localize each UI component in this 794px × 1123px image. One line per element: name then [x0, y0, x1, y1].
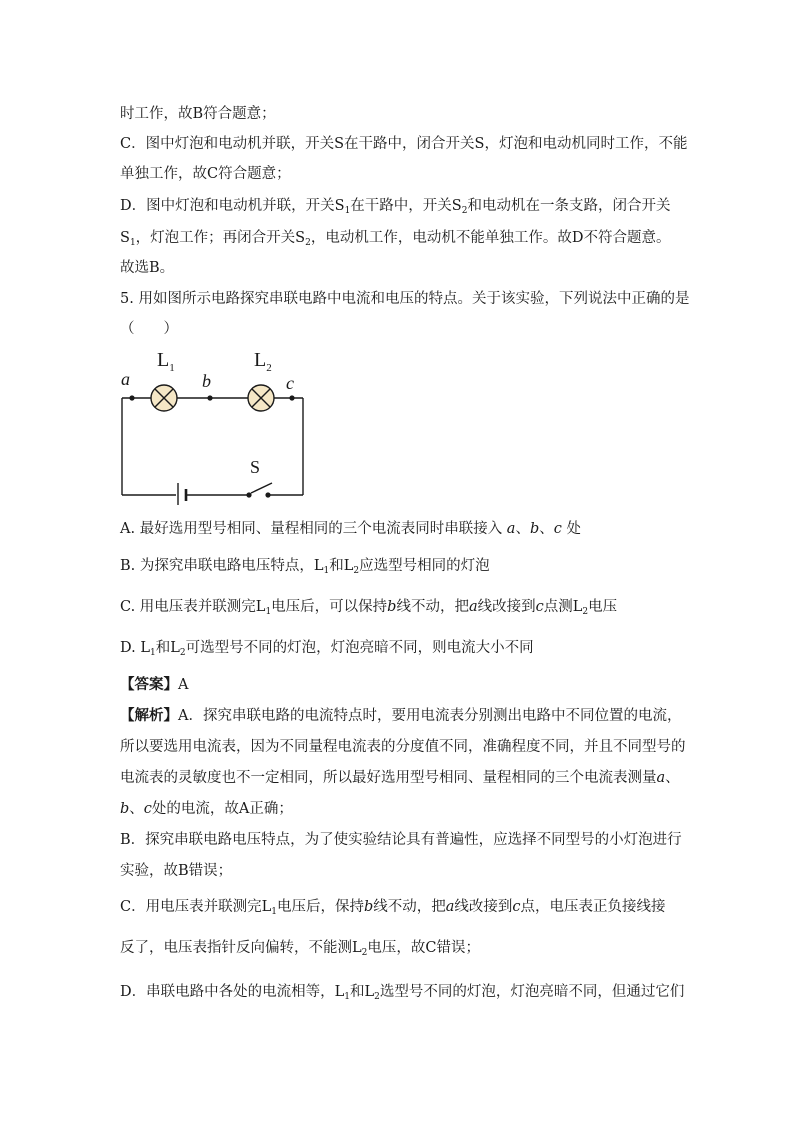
- analysis-tag: 【解析】: [120, 707, 178, 724]
- answer-tag: 【答案】: [120, 676, 178, 693]
- analysis-line-1: 【解析】A．探究串联电路的电流特点时，要用电流表分别测出电路中不同位置的电流，: [120, 707, 682, 724]
- option-c: C. 用电压表并联测完$L_1$电压后，可以保持b线不动，把a线改接到c点测$L_2$电压: [120, 599, 618, 617]
- analysis-line-3: 电流表的灵敏度也不一定相同，所以最好选用型号相同、量程相同的三个电流表测量a、: [120, 770, 680, 786]
- lamp-L2-icon: [248, 385, 274, 411]
- option-a: A. 最好选用型号相同、量程相同的三个电流表同时串联接入 a、b、c 处: [120, 521, 581, 537]
- text-line-4: D．图中灯泡和电动机并联，开关$S_1$在干路中，开关$S_2$和电动机在一条支路，闭合开关: [120, 198, 671, 216]
- answer-value: A: [178, 677, 189, 693]
- analysis-line-8: 反了，电压表指针反向偏转，不能测$L_2$电压，故C错误；: [120, 940, 480, 958]
- label-b: b: [202, 371, 211, 391]
- label-a: a: [121, 369, 130, 389]
- label-S: S: [250, 457, 261, 477]
- answer-line: [120, 675, 188, 695]
- text-line-6: 故选B。: [120, 260, 175, 276]
- question-5-bracket: （ ）: [120, 321, 178, 337]
- text-line-1: 时工作，故B符合题意；: [120, 106, 276, 122]
- label-L1: $L_1$: [157, 349, 175, 374]
- lamp-L1-icon: [151, 385, 177, 411]
- switch-contact: [265, 492, 270, 497]
- node-b: [207, 395, 212, 400]
- analysis-line-4: b、c处的电流，故A正确；: [120, 801, 293, 817]
- label-c: c: [286, 373, 294, 393]
- analysis-line-5: B．探究串联电路电压特点，为了使实验结论具有普遍性，应选择不同型号的小灯泡进行: [120, 832, 682, 848]
- analysis-line-6: 实验，故B错误；: [120, 863, 233, 879]
- label-L2: $L_2$: [254, 349, 272, 374]
- node-c: [289, 395, 294, 400]
- analysis-line-2: 所以要选用电流表，因为不同量程电流表的分度值不同，准确程度不同，并且不同型号的: [120, 739, 686, 755]
- analysis-line-9: D．串联电路中各处的电流相等，$L_1$和$L_2$选型号不同的灯泡，灯泡亮暗不同，但通过它们: [120, 984, 685, 1002]
- text-line-2: C．图中灯泡和电动机并联，开关S在干路中，闭合开关S，灯泡和电动机同时工作，不能: [120, 136, 688, 152]
- analysis-line-7: C．用电压表并联测完$L_1$电压后，保持b线不动，把a线改接到c点，电压表正负接线接: [120, 899, 666, 917]
- text-line-3: 单独工作，故C符合题意；: [120, 166, 291, 182]
- option-d: D. $L_1$和$L_2$可选型号不同的灯泡，灯泡亮暗不同，则电流大小不同: [120, 640, 534, 658]
- text-line-5: $S_1$，灯泡工作；再闭合开关$S_2$，电动机工作，电动机不能单独工作。故D不符合题意。: [120, 230, 671, 248]
- circuit-diagram: [112, 340, 312, 505]
- option-b: B. 为探究串联电路电压特点，$L_1$和$L_2$应选型号相同的灯泡: [120, 558, 490, 576]
- switch-pivot: [246, 492, 251, 497]
- node-a: [129, 395, 134, 400]
- question-5: 5. 用如图所示电路探究串联电路中电流和电压的特点。关于该实验，下列说法中正确的是: [120, 291, 690, 307]
